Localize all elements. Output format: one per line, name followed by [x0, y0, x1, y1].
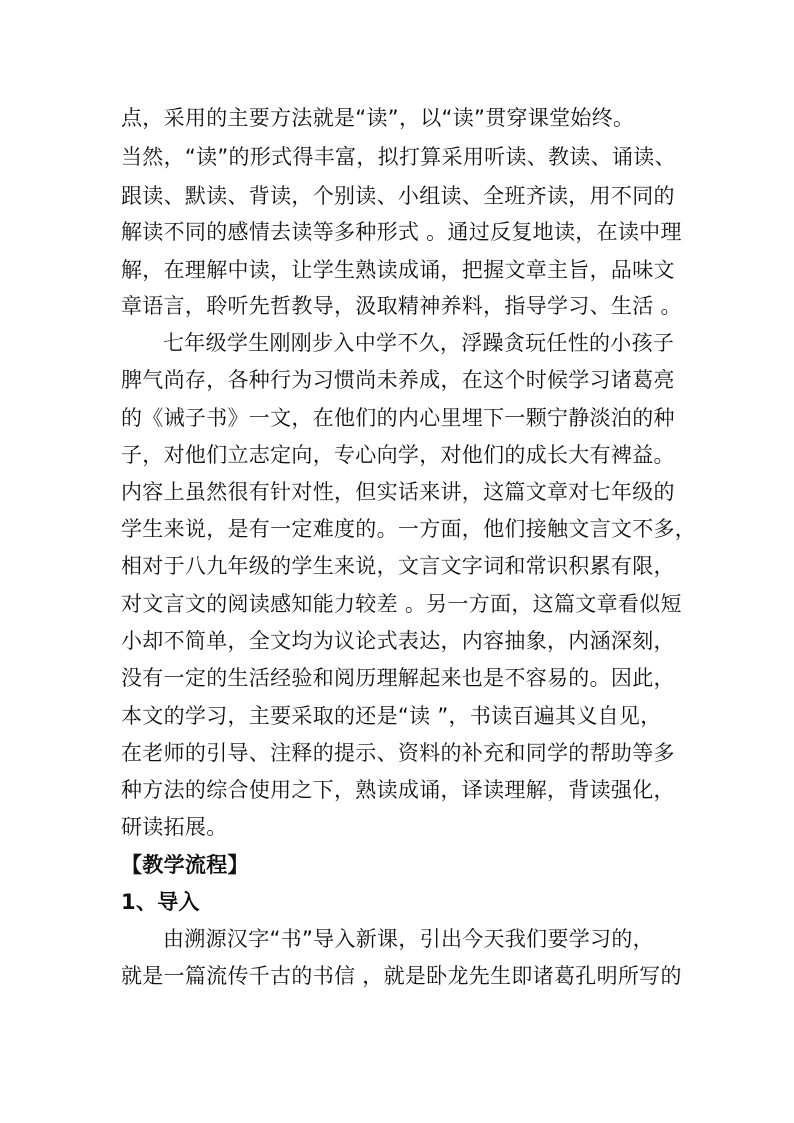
paragraph-line: 没有一定的生活经验和阅历理解起来也是不容易的。因此，	[121, 666, 675, 690]
paragraph-line: 脾气尚存，各种行为习惯尚未养成，在这个时候学习诸葛亮	[121, 368, 675, 392]
paragraph-line: 相对于八九年级的学生来说，文言文字词和常识积累有限，	[121, 554, 675, 578]
paragraph-line: 由溯源汉字“书”导入新课，引出今天我们要学习的，	[163, 927, 654, 951]
subsection-heading: 1、导入	[121, 890, 200, 914]
paragraph-line: 小却不简单，全文均为议论式表达，内容抽象，内涵深刻，	[121, 629, 675, 653]
paragraph-line: 对文言文的阅读感知能力较差 。另一方面，这篇文章看似短	[121, 592, 682, 616]
paragraph-line: 解，在理解中读，让学生熟读成诵，把握文章主旨，品味文	[121, 258, 675, 282]
paragraph-line: 七年级学生刚刚步入中学不久，浮躁贪玩任性的小孩子	[163, 331, 675, 355]
paragraph-line: 的《诫子书》一文，在他们的内心里埋下一颗宁静淡泊的种	[121, 406, 675, 430]
paragraph-line: 本文的学习，主要采取的还是“读 ”，书读百遍其义自见，	[121, 704, 662, 728]
paragraph-line: 内容上虽然很有针对性，但实话来讲，这篇文章对七年级的	[121, 480, 675, 504]
paragraph-line: 解读不同的感情去读等多种形式 。通过反复地读，在读中理	[121, 220, 682, 244]
section-heading: 【教学流程】	[121, 853, 249, 877]
paragraph-line: 章语言，聆听先哲教导，汲取精神养料，指导学习、生活 。	[121, 294, 682, 318]
paragraph-line: 在老师的引导、注释的提示、资料的补充和同学的帮助等多	[121, 741, 675, 765]
paragraph-line: 学生来说，是有一定难度的。一方面，他们接触文言文不多，	[121, 517, 697, 541]
paragraph-line: 研读拓展。	[121, 815, 228, 839]
paragraph-line: 跟读、默读、背读，个别读、小组读、全班齐读，用不同的	[121, 184, 675, 208]
paragraph-line: 子，对他们立志定向，专心向学，对他们的成长大有裨益。	[121, 443, 675, 467]
paragraph-line: 种方法的综合使用之下，熟读成诵，译读理解，背读强化，	[121, 778, 675, 802]
paragraph-line: 就是一篇流传千古的书信 ，就是卧龙先生即诸葛孔明所写的	[121, 964, 682, 988]
paragraph-line: 当然，“读”的形式得丰富，拟打算采用听读、教读、诵读、	[121, 145, 676, 169]
paragraph-line: 点，采用的主要方法就是“读”，以“读”贯穿课堂始终。	[121, 106, 635, 130]
